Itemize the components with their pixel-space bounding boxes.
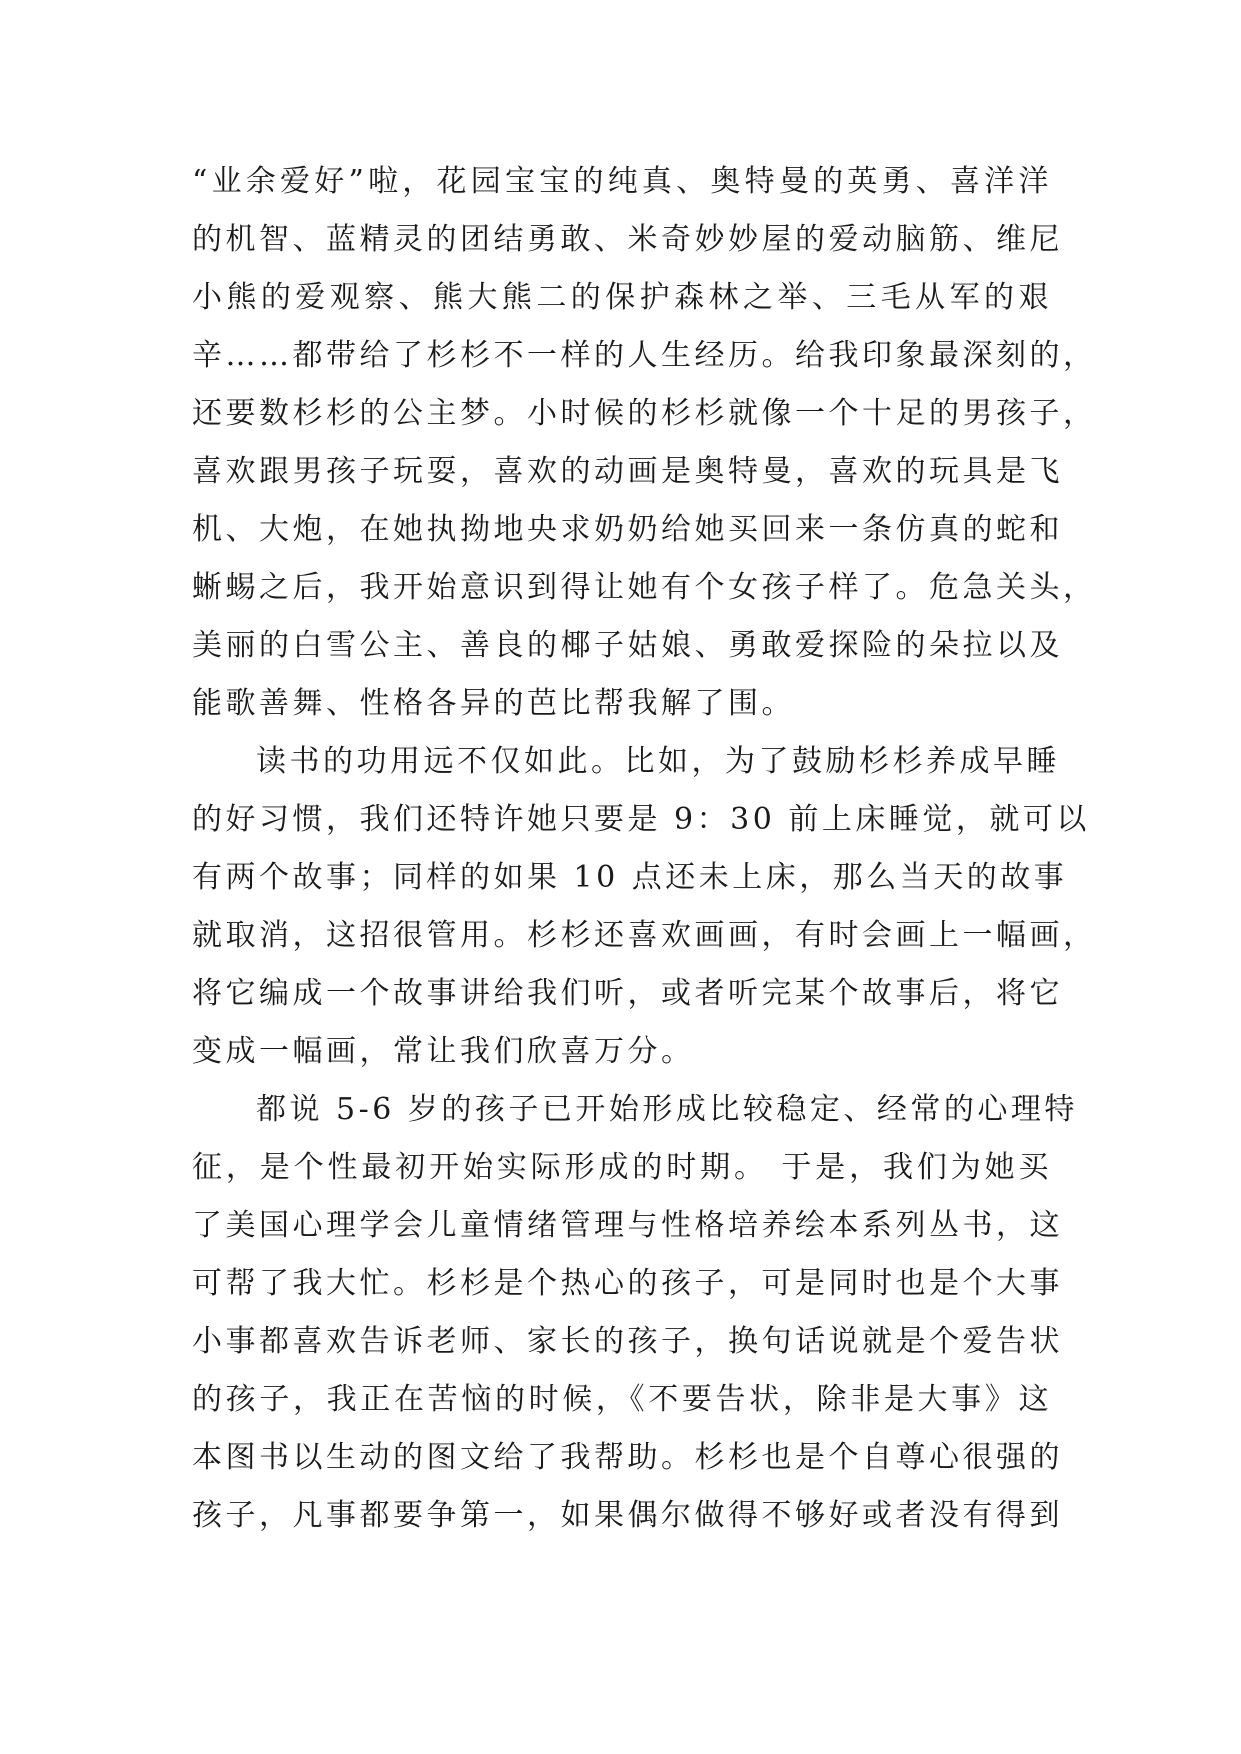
paragraph-1-line-1: “业余爱好”啦，花园宝宝的纯真、奥特曼的英勇、喜洋洋 bbox=[192, 164, 1052, 199]
paragraph-1-line-6: 喜欢跟男孩子玩耍，喜欢的动画是奥特曼，喜欢的玩具是飞 bbox=[192, 454, 1063, 489]
paragraph-1-line-7: 机、大炮，在她执拗地央求奶奶给她买回来一条仿真的蛇和 bbox=[192, 512, 1063, 547]
paragraph-1-line-3: 小熊的爱观察、熊大熊二的保护森林之举、三毛从军的艰 bbox=[192, 280, 1052, 315]
paragraph-3-line-8: 孩子，凡事都要争第一，如果偶尔做得不够好或者没有得到 bbox=[192, 1498, 1063, 1533]
paragraph-1-line-5: 还要数杉杉的公主梦。小时候的杉杉就像一个十足的男孩子， bbox=[192, 396, 1097, 431]
paragraph-1-line-9: 美丽的白雪公主、善良的椰子姑娘、勇敢爱探险的朵拉以及 bbox=[192, 628, 1063, 663]
paragraph-1-line-2: 的机智、蓝精灵的团结勇敢、米奇妙妙屋的爱动脑筋、维尼 bbox=[192, 222, 1063, 257]
paragraph-3-line-6: 的孩子，我正在苦恼的时候，《不要告状，除非是大事》这 bbox=[192, 1382, 1052, 1417]
paragraph-3-line-3: 了美国心理学会儿童情绪管理与性格培养绘本系列丛书，这 bbox=[192, 1208, 1063, 1243]
document-body bbox=[192, 153, 1097, 1545]
paragraph-2-line-3: 有两个故事；同样的如果 10 点还未上床，那么当天的故事 bbox=[192, 860, 1068, 895]
paragraph-1-line-8: 蜥蜴之后，我开始意识到得让她有个女孩子样了。危急关头， bbox=[192, 570, 1097, 605]
paragraph-2-line-4: 就取消，这招很管用。杉杉还喜欢画画，有时会画上一幅画， bbox=[192, 918, 1097, 953]
paragraph-2-line-2: 的好习惯，我们还特许她只要是 9：30 前上床睡觉，就可以 bbox=[192, 802, 1090, 837]
paragraph-3-line-1: 都说 5-6 岁的孩子已开始形成比较稳定、经常的心理特 bbox=[256, 1092, 1078, 1127]
paragraph-3-line-5: 小事都喜欢告诉老师、家长的孩子，换句话说就是个爱告状 bbox=[192, 1324, 1063, 1359]
paragraph-2-line-5: 将它编成一个故事讲给我们听，或者听完某个故事后，将它 bbox=[192, 976, 1063, 1011]
paragraph-3-line-2: 征，是个性最初开始实际形成的时期。 于是，我们为她买 bbox=[192, 1150, 1052, 1185]
paragraph-2-line-6: 变成一幅画，常让我们欣喜万分。 bbox=[192, 1034, 695, 1069]
paragraph-3-line-7: 本图书以生动的图文给了我帮助。杉杉也是个自尊心很强的 bbox=[192, 1440, 1063, 1475]
paragraph-1-line-10: 能歌善舞、性格各异的芭比帮我解了围。 bbox=[192, 686, 795, 721]
paragraph-3-line-4: 可帮了我大忙。杉杉是个热心的孩子，可是同时也是个大事 bbox=[192, 1266, 1063, 1301]
paragraph-2-line-1: 读书的功用远不仅如此。比如，为了鼓励杉杉养成早睡 bbox=[256, 744, 1060, 779]
paragraph-1-line-4: 辛……都带给了杉杉不一样的人生经历。给我印象最深刻的， bbox=[192, 338, 1097, 373]
